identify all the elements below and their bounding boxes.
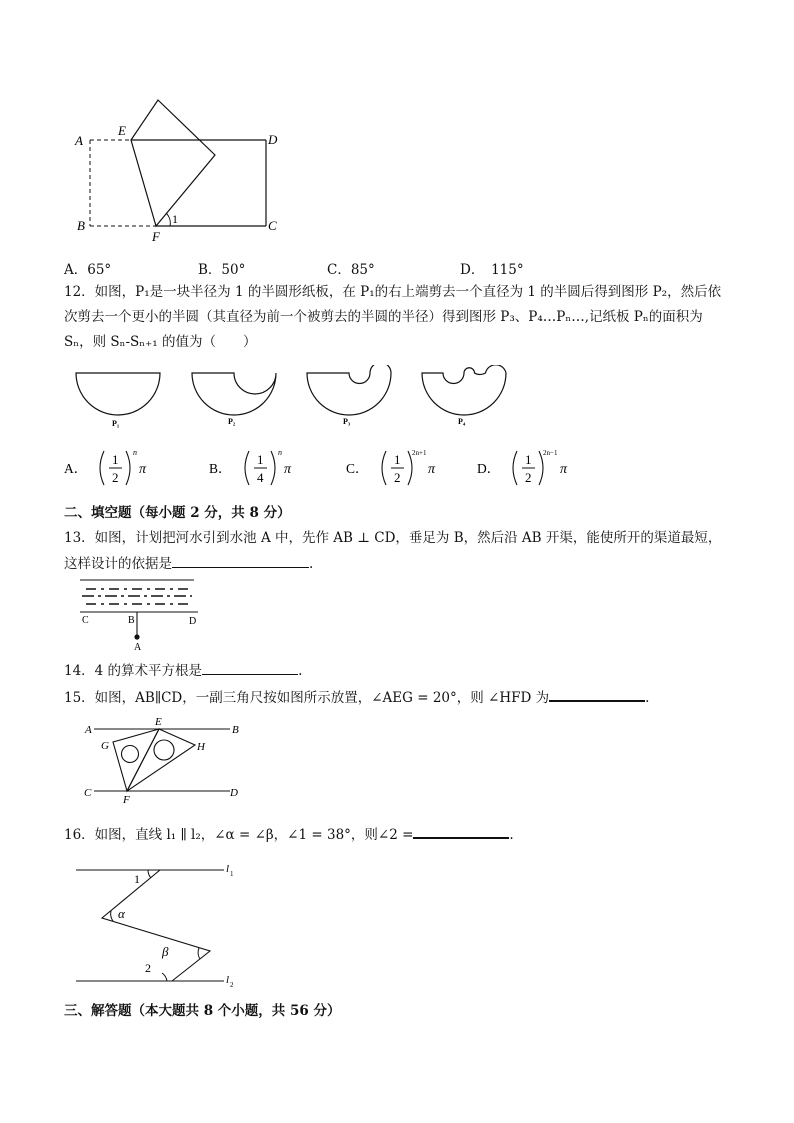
svg-text:A: A bbox=[85, 724, 92, 736]
q12-line-2: 次剪去一个更小的半圆（其直径为前一个被剪去的半圆的半径）得到图形 P₃、P₄…Pₙ…,记纸板 Pₙ的面积为 bbox=[64, 309, 703, 325]
svg-text:B: B bbox=[232, 724, 239, 736]
q12-options bbox=[60, 443, 600, 495]
q14-text: 14．4 的算术平方根是 bbox=[64, 663, 203, 679]
svg-text:F: F bbox=[123, 794, 130, 806]
q13-line-2-text: 这样设计的依据是 bbox=[64, 556, 172, 572]
svg-text:1: 1 bbox=[394, 452, 401, 467]
svg-text:l: l bbox=[226, 974, 230, 986]
svg-text:2: 2 bbox=[394, 470, 401, 485]
svg-text:1: 1 bbox=[112, 452, 119, 467]
q11-option-d: D． 115° bbox=[460, 262, 524, 278]
q15-end: . bbox=[645, 690, 650, 706]
svg-text:A．: A． bbox=[64, 461, 88, 476]
q13-line-1: 13．如图，计划把河水引到水池 A 中，先作 AB ⊥ CD，垂足为 B，然后沿 AB 开渠，能使所开的渠道最短， bbox=[64, 530, 722, 546]
q16-figure bbox=[72, 855, 252, 995]
q12-option-d bbox=[477, 449, 568, 485]
shape-p1 bbox=[76, 373, 160, 415]
shape-p2 bbox=[192, 373, 276, 415]
q13-answer-blank[interactable] bbox=[172, 553, 309, 568]
section-3-title: 三、解答题（本大题共 8 个小题，共 56 分） bbox=[64, 1003, 341, 1019]
svg-text:β: β bbox=[162, 944, 169, 959]
q12-option-c bbox=[346, 449, 436, 485]
svg-text:H: H bbox=[197, 741, 205, 753]
svg-text:2: 2 bbox=[525, 470, 532, 485]
q13-line-2 bbox=[64, 553, 313, 574]
q14-line bbox=[64, 660, 302, 681]
svg-text:4: 4 bbox=[257, 470, 264, 485]
svg-text:π: π bbox=[428, 462, 436, 477]
svg-text:D: D bbox=[230, 787, 238, 799]
svg-text:2: 2 bbox=[145, 961, 151, 975]
label-p4: P₄ bbox=[458, 417, 466, 426]
q13-figure bbox=[76, 576, 206, 654]
svg-text:2n−1: 2n−1 bbox=[543, 449, 558, 457]
svg-text:1: 1 bbox=[525, 452, 532, 467]
svg-text:C: C bbox=[84, 787, 92, 799]
shape-p4 bbox=[422, 365, 506, 415]
q11-option-a: A．65° bbox=[64, 262, 112, 278]
q13-end: . bbox=[309, 556, 314, 572]
q15-figure bbox=[78, 712, 248, 808]
svg-text:A: A bbox=[134, 642, 142, 653]
label-b: B bbox=[77, 218, 85, 233]
zigzag-path bbox=[102, 870, 210, 981]
q14-answer-blank[interactable] bbox=[202, 660, 298, 675]
svg-text:1: 1 bbox=[257, 452, 264, 467]
q16-text: 16．如图，直线 l₁ ∥ l₂，∠α = ∠β，∠1 = 38°，则∠2 = bbox=[64, 827, 414, 843]
label-p1: P₁ bbox=[112, 419, 120, 428]
q16-answer-blank[interactable] bbox=[413, 823, 509, 839]
q12-option-b bbox=[209, 448, 292, 485]
shape-p3 bbox=[307, 365, 391, 415]
svg-text:2: 2 bbox=[230, 981, 234, 989]
section-2-title: 二、填空题（每小题 2 分，共 8 分） bbox=[64, 505, 291, 521]
q16-end: . bbox=[509, 827, 514, 843]
label-d: D bbox=[268, 132, 278, 147]
svg-text:C．: C． bbox=[346, 461, 369, 476]
svg-text:π: π bbox=[560, 462, 568, 477]
q15-line bbox=[64, 686, 649, 708]
svg-text:E: E bbox=[155, 716, 162, 728]
q12-line-1: 12．如图，P₁是一块半径为 1 的半圆形纸板，在 P₁的右上端剪去一个直径为 1 的半圆后得到图形 P₂，然后依 bbox=[64, 284, 722, 300]
pool-point-a bbox=[134, 634, 139, 639]
q11-figure bbox=[70, 95, 290, 245]
q11-option-c: C．85° bbox=[327, 262, 375, 278]
svg-text:G: G bbox=[101, 740, 109, 752]
svg-text:α: α bbox=[118, 906, 125, 921]
svg-text:n: n bbox=[133, 448, 137, 457]
q15-text: 15．如图，AB∥CD，一副三角尺按如图所示放置，∠AEG = 20°，则 ∠HFD 为 bbox=[64, 690, 550, 706]
svg-text:n: n bbox=[278, 448, 282, 457]
svg-text:π: π bbox=[284, 462, 292, 477]
q16-line bbox=[64, 823, 514, 845]
q12-figures bbox=[70, 365, 520, 435]
q12-option-a bbox=[64, 448, 147, 485]
svg-text:1: 1 bbox=[134, 872, 140, 886]
q12-line-3: Sₙ，则 Sₙ-Sₙ₊₁ 的值为（ ） bbox=[64, 334, 257, 350]
angle-arc bbox=[166, 213, 170, 226]
svg-text:2n+1: 2n+1 bbox=[412, 449, 427, 457]
label-e: E bbox=[118, 123, 126, 138]
q15-answer-blank[interactable] bbox=[549, 686, 645, 702]
q14-end: . bbox=[298, 663, 303, 679]
label-f: F bbox=[152, 229, 160, 244]
label-p3: P₃ bbox=[343, 417, 351, 426]
label-c: C bbox=[268, 218, 277, 233]
svg-text:2: 2 bbox=[112, 470, 119, 485]
folded-quad bbox=[131, 100, 215, 226]
svg-text:C: C bbox=[82, 615, 89, 626]
svg-text:D: D bbox=[189, 616, 197, 627]
svg-text:l: l bbox=[226, 863, 230, 875]
svg-text:B: B bbox=[128, 615, 135, 626]
label-a: A bbox=[75, 133, 83, 148]
svg-text:1: 1 bbox=[230, 870, 234, 878]
svg-text:D．: D． bbox=[477, 461, 501, 476]
svg-text:π: π bbox=[139, 462, 147, 477]
q11-option-b: B．50° bbox=[198, 262, 246, 278]
label-p2: P₂ bbox=[228, 417, 236, 426]
svg-text:B．: B． bbox=[209, 461, 232, 476]
label-angle-1: 1 bbox=[172, 212, 178, 226]
